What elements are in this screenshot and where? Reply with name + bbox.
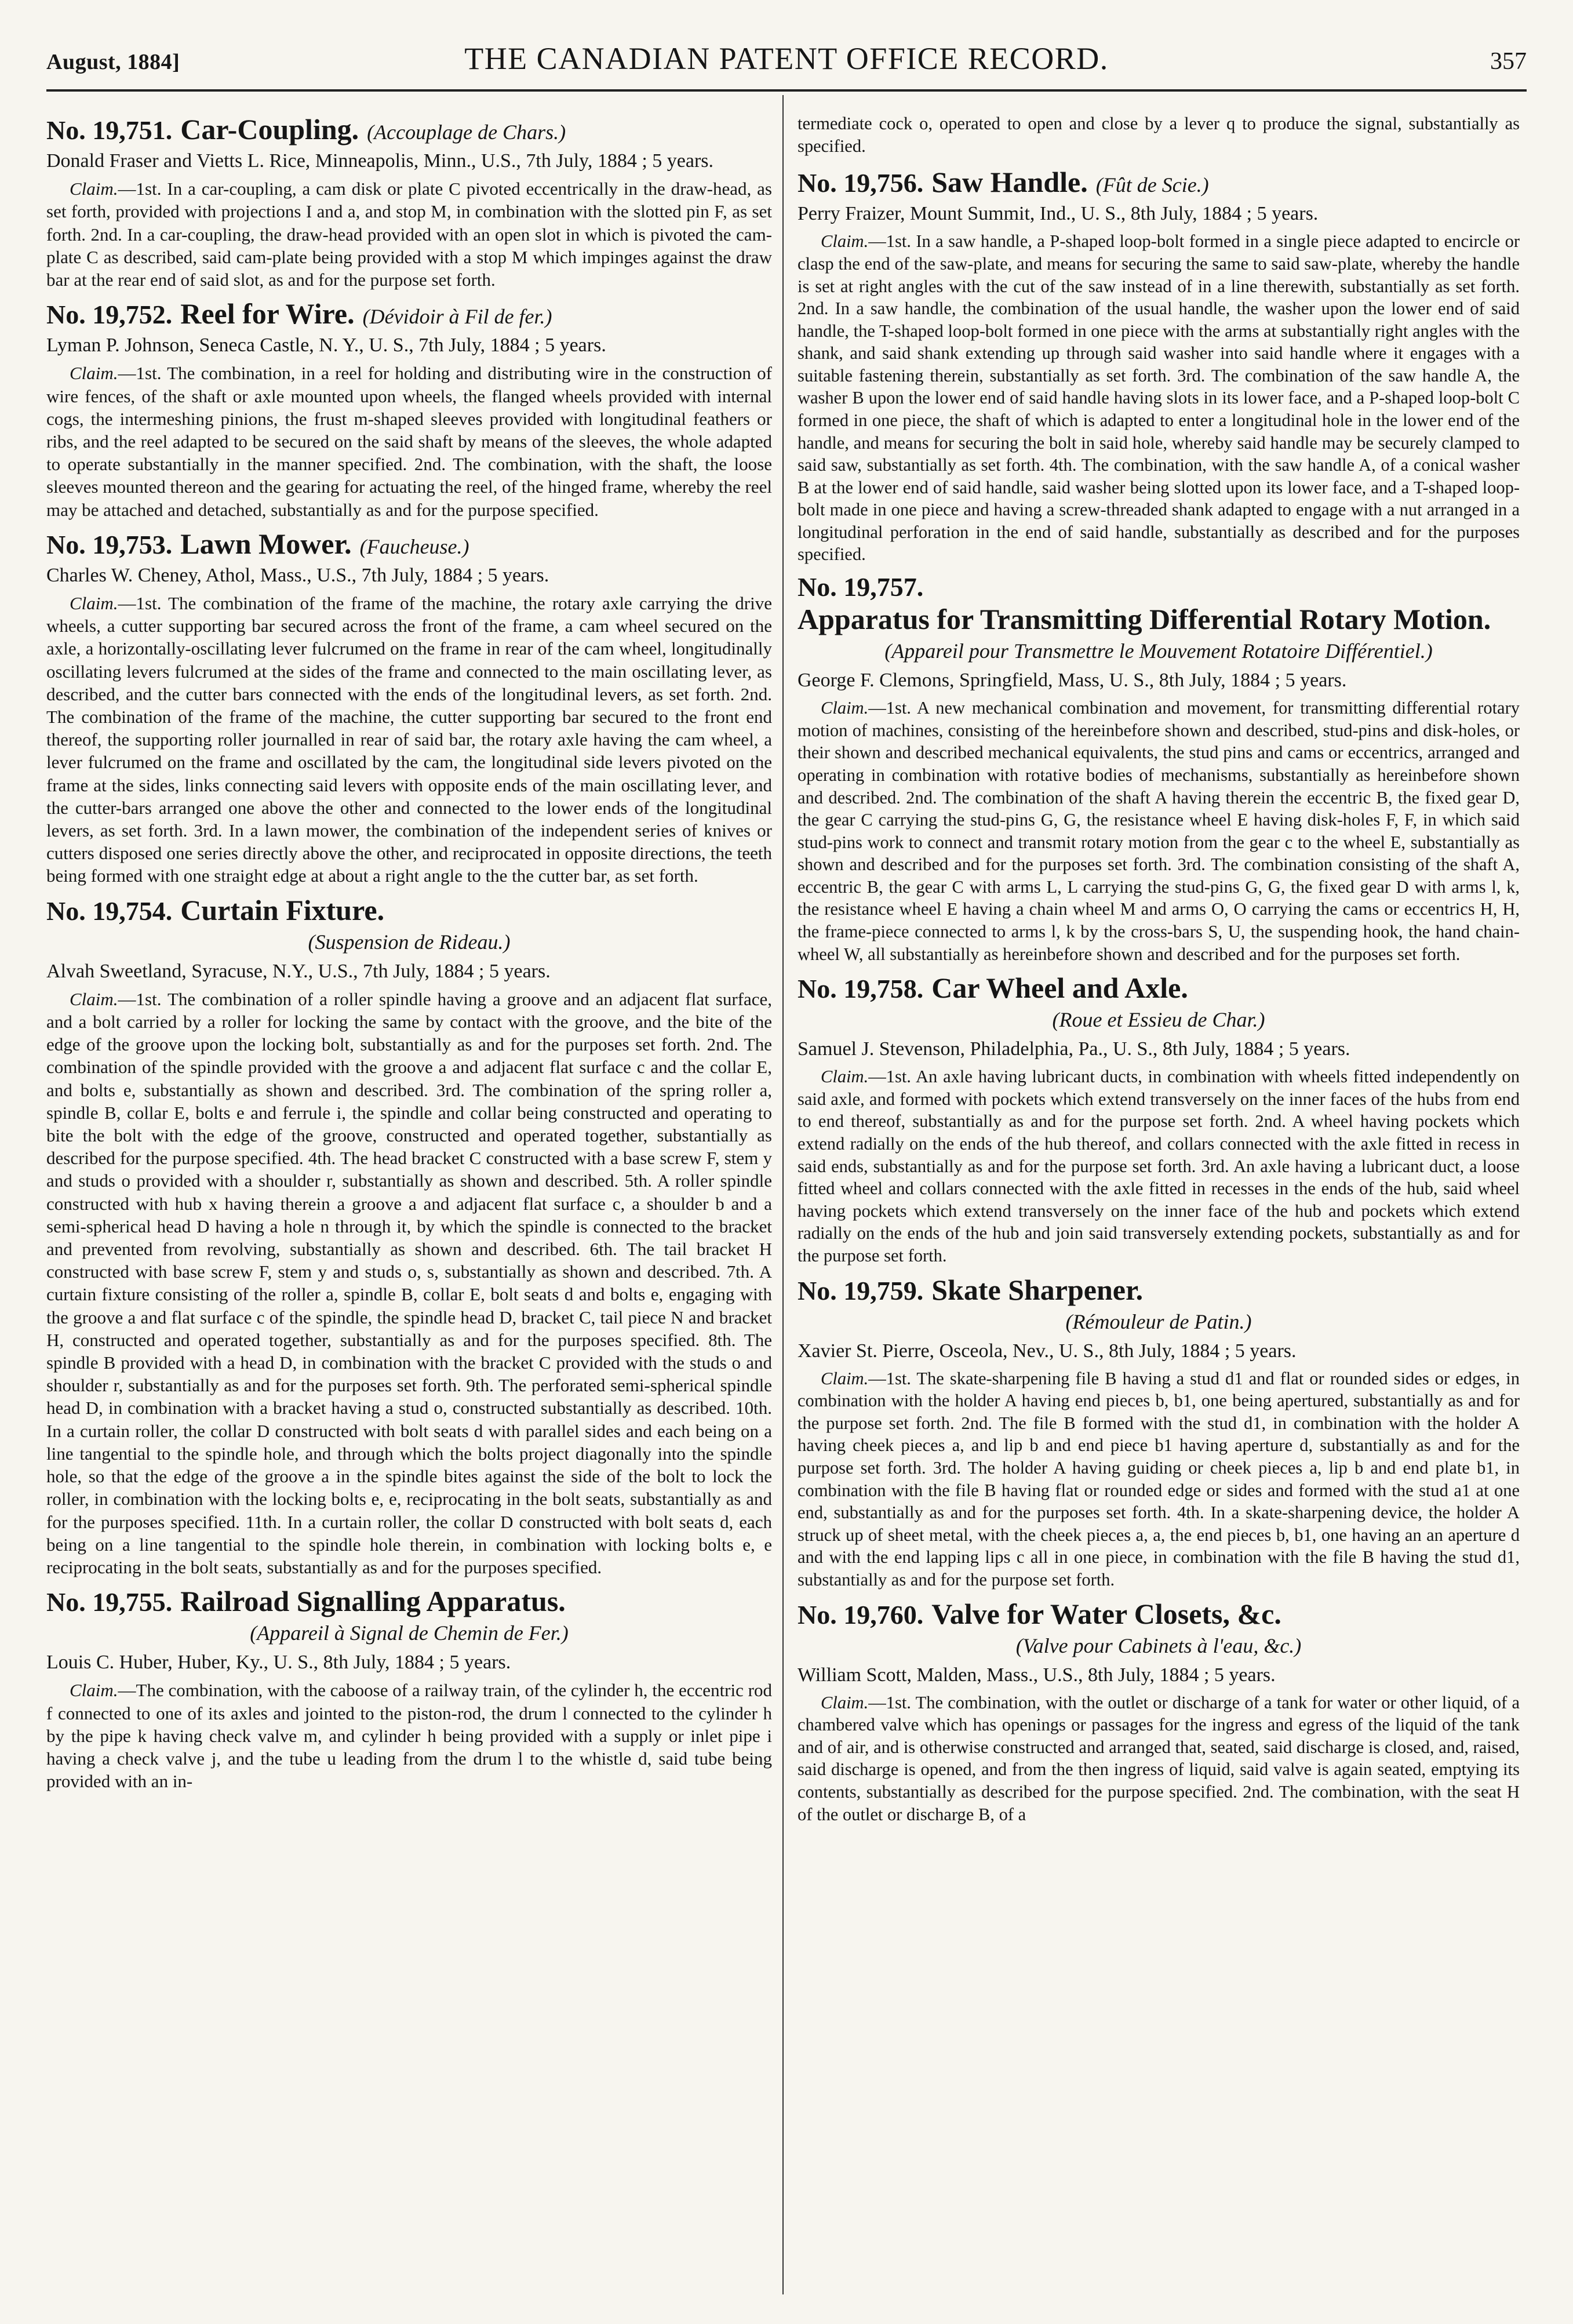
claim-body: —1st. The combination, with the outlet or discharge of a tank for water or other liquid, of a chambered valve which has openings or passages for the ingress and egress of the liquid of the tank and of air, and is otherwise constructed and arranged that, seated, said discharge is closed, and, raised, said discharge is opened, and from the then ingress of liquid, said valve is again seated, emptying its contents, substantially as described for the purpose specified. 2nd. The combination, with the seat H of the outlet or discharge B, of a bbox=[798, 1692, 1520, 1824]
claim-body: —1st. The combination of a roller spindle having a groove and an adjacent flat surface, and a bolt carried by a roller for locking the same by contact with the groove, and the bite of the edge of the groove upon the locking bolt, substantially as and for the purposes set forth. 2nd. The combination of the spindle provided with the groove a and adjacent flat surface c and the collar E, and bolts e, substantially as shown and described. 3rd. The combination of the spring roller a, spindle B, collar E, bolts e and ferrule i, the spindle and collar being constructed and operating to bite the bolt with the edge of the groove, constructed and operated together, substantially as described for the purpose specified. 4th. The head bracket C constructed with a base screw F, stem y and studs o provided with a shoulder r, substantially as shown and described. 5th. A roller spindle constructed with hub x having therein a groove a and adjacent flat surface c, a shoulder b and a semi-spherical head D having a hole n through it, by which the spindle is connected to the bracket and prevented from revolving, substantially as shown and described. 6th. The tail bracket H constructed with base screw F, stem y and studs o, s, substantially as shown and described. 7th. A curtain fixture consisting of the roller a, spindle B, collar E, bolt seats d and bolts e, engaging with the groove a and flat surface c of the spindle, the spindle head D, bracket C, tail piece N and bracket H, constructed and operated together, substantially as and for the purposes specified. 8th. The spindle B provided with a head D, in combination with the bracket C provided with the studs o and shoulder r, substantially as and for the purposes set forth. 9th. The perforated semi-spherical spindle head D, in combination with a bracket having a stud o, constructed substantially as described. 10th. In a curtain roller, the collar D constructed with bolt seats d with parallel sides and each being on a line tangential to the spindle hole, and through which the bolts project diagonally into the spindle hole, so that the edge of the groove a in the spindle bites against the side of the bolt to lock the roller, in combination with the locking bolts e, e, reciprocating in the bolt seats, substantially as and for the purposes specified. 11th. In a curtain roller, the collar D constructed with bolt seats d, each being on a line tangential to the spindle hole therein, in combination with locking bolts e, e reciprocating in the bolt seats, substantially as and for the purposes specified. bbox=[46, 988, 772, 1577]
claim-label: Claim. bbox=[821, 1692, 869, 1712]
patent-entry-19756 bbox=[798, 165, 1520, 566]
claim-text bbox=[46, 1679, 772, 1792]
claim-body: —1st. The combination of the frame of the machine, the rotary axle carrying the drive wheels, a cutter supporting bar secured across the front of the frame, a cam wheel secured on the axle, a horizontally-oscillating lever fulcrumed on the frame in rear of the cam wheel, longitudinally oscillating levers fulcrumed at the sides of the frame and connected to the main oscillating lever, as described, and the cutter bars connected with the ends of the longitudinal levers, as set forth. 2nd. The combination of the frame of the machine, the cutter supporting bar secured to the front end thereof, the supporting roller journalled in rear of said bar, the rotary axle having the cam wheel, a lever fulcrumed on the frame and oscillated by the cam, the longitudinal side levers pivoted on the frame at the sides, links connecting said levers with opposite ends of the main oscillating lever, and the cutter-bars arranged one above the other and connected to the lower ends of the longitudinal levers, as set forth. 3rd. In a lawn mower, the combination of the independent series of knives or cutters disposed one series directly above the other, and reciprocated in opposite directions, the teeth being formed with one straight edge at about a right angle to the the cutter bar, as set forth. bbox=[46, 593, 772, 886]
patent-number: No. 19,756. bbox=[798, 168, 924, 198]
patent-title: Lawn Mower. bbox=[180, 527, 352, 560]
patent-entry-19758 bbox=[798, 971, 1520, 1267]
patent-title: Railroad Signalling Apparatus. bbox=[180, 1585, 566, 1618]
inventor-line: Charles W. Cheney, Athol, Mass., U.S., 7th July, 1884 ; 5 years. bbox=[46, 564, 549, 586]
claim-text bbox=[798, 697, 1520, 965]
inventor-line: Lyman P. Johnson, Seneca Castle, N. Y., U. S., 7th July, 1884 ; 5 years. bbox=[46, 334, 606, 357]
patent-number: No. 19,755. bbox=[46, 1587, 173, 1617]
claim-body: —1st. In a saw handle, a P-shaped loop-bolt formed in a single piece adapted to encircle or clasp the end of the saw-plate, and means for securing the same to said saw-plate, whereby the handle is set at right angles with the cut of the saw instead of in a line therewith, substantially as set forth. 2nd. In a saw handle, the combination of the usual handle, the washer upon the lower end of said handle, the T-shaped loop-bolt formed in one piece with the arms at substantially right angles with the shank, and said shank extending up through said washer into said handle where it engages with a suitable fastening therein, substantially as set forth. 3rd. The combination of the saw handle A, the washer B upon the lower end of said handle having slots in its lower face, and a P-shaped loop-bolt C formed in one piece, the shaft of which is adapted to enter a longitudinal hole in the lower end of the handle, and means for securing the bolt in said hole, whereby said handle may be securely clamped to said saw, substantially as set forth. 4th. The combination, with the saw handle A, of a conical washer B at the lower end of said handle, said washer being slotted upon its lower face, and a T-shaped loop-bolt made in one piece and having a screw-threaded shank adapted to engage with a nut arranged in a longitudinal perforation in the end of said handle, substantially as described and for the purposes specified. bbox=[798, 231, 1520, 565]
claim-text bbox=[46, 988, 772, 1579]
header-date: August, 1884] bbox=[46, 50, 180, 74]
french-title: (Fût de Scie.) bbox=[1095, 173, 1209, 197]
french-title: (Appareil à Signal de Chemin de Fer.) bbox=[250, 1621, 569, 1645]
patent-number: No. 19,759. bbox=[798, 1275, 924, 1305]
patent-entry-19753 bbox=[46, 527, 772, 888]
inventor-line: Samuel J. Stevenson, Philadelphia, Pa., U. S., 8th July, 1884 ; 5 years. bbox=[798, 1038, 1350, 1060]
claim-text bbox=[798, 1368, 1520, 1591]
inventor-line: Donald Fraser and Vietts L. Rice, Minneapolis, Minn., U.S., 7th July, 1884 ; 5 years. bbox=[46, 150, 714, 172]
patent-number: No. 19,757. bbox=[798, 572, 924, 602]
claim-label: Claim. bbox=[70, 988, 118, 1009]
claim-label: Claim. bbox=[821, 1067, 869, 1087]
inventor-line: Alvah Sweetland, Syracuse, N.Y., U.S., 7th July, 1884 ; 5 years. bbox=[46, 960, 551, 982]
patent-entry-19755 bbox=[46, 1584, 772, 1792]
patent-number: No. 19,754. bbox=[46, 896, 173, 926]
inventor-line: Perry Fraizer, Mount Summit, Ind., U. S., 8th July, 1884 ; 5 years. bbox=[798, 203, 1319, 225]
patent-entry-19760 bbox=[798, 1597, 1520, 1826]
patent-title: Reel for Wire. bbox=[180, 297, 355, 330]
claim-body: —1st. In a car-coupling, a cam disk or plate C pivoted eccentrically in the draw-head, as set forth, provided with projections I and a, and stop M, in combination with the slotted pin F, as set forth. 2nd. In a car-coupling, the draw-head provided with an open slot in which is pivoted the cam-plate C as described, said cam-plate being provided with a stop M which impinges against the draw bar at the rear end of said slot, as and for the purpose set forth. bbox=[46, 179, 772, 290]
claim-body: —The combination, with the caboose of a railway train, of the cylinder h, the eccentric rod f connected to one of its axles and jointed to the piston-rod, the drum l connected to the cylinder h by the pipe k having check valve m, and cylinder h being provided with a supply or inlet pipe i having a check valve j, and the tube u leading from the drum l to the whistle d, said tube being provided with an in- bbox=[46, 1680, 772, 1792]
patent-title: Skate Sharpener. bbox=[931, 1273, 1144, 1306]
right-column bbox=[784, 92, 1520, 2294]
two-column-body bbox=[46, 92, 1527, 2294]
claim-label: Claim. bbox=[70, 1680, 118, 1701]
french-title: (Appareil pour Transmettre le Mouvement Rotatoire Différentiel.) bbox=[884, 639, 1433, 663]
patent-title: Apparatus for Transmitting Differential Rotary Motion. bbox=[798, 603, 1491, 636]
claim-text bbox=[46, 362, 772, 521]
inventor-line: George F. Clemons, Springfield, Mass, U. S., 8th July, 1884 ; 5 years. bbox=[798, 670, 1347, 692]
patent-entry-19759 bbox=[798, 1273, 1520, 1591]
french-title: (Valve pour Cabinets à l'eau, &c.) bbox=[1015, 1634, 1302, 1657]
left-column bbox=[46, 92, 782, 2294]
french-title: (Suspension de Rideau.) bbox=[308, 930, 511, 954]
claim-text bbox=[46, 177, 772, 291]
claim-label: Claim. bbox=[821, 231, 869, 252]
continued-claim-text: termediate cock o, operated to open and close by a lever q to produce the signal, substantially as specified. bbox=[798, 114, 1520, 156]
claim-label: Claim. bbox=[70, 363, 118, 384]
french-title: (Accouplage de Chars.) bbox=[367, 121, 566, 144]
inventor-line: William Scott, Malden, Mass., U.S., 8th July, 1884 ; 5 years. bbox=[798, 1664, 1276, 1686]
inventor-line: Louis C. Huber, Huber, Ky., U. S., 8th July, 1884 ; 5 years. bbox=[46, 1652, 511, 1674]
claim-body: —1st. A new mechanical combination and movement, for transmitting differential rotary motion of machines, consisting of the hereinbefore shown and described, stud-pins and disk-holes, or their shown and described mechanical equivalents, the stud pins and cams or eccentrics, arranged and operating in combination with rotative bodies of mechanisms, substantially as hereinbefore shown and described. 2nd. The combination of the shaft A having therein the eccentric B, the fixed gear D, the gear C carrying the stud-pins G, G, the resistance wheel E having disk-holes F, F, in which said stud-pins work to connect and transmit rotary motion from the gear c to the wheel E, substantially as shown and described and for the purposes set forth. 3rd. The combination consisting of the shaft A, eccentric B, the gear C with arms L, L carrying the stud-pins G, G, the fixed gear D with arms l, k, the resistance wheel E having a chain wheel M and arms O, O carrying the cams or eccentrics H, H, the frame-piece connected to arms l, k by the cross-bars S, U, the suspending hook, the hand chain-wheel W, all substantially as hereinbefore shown and described and for the purposes set forth. bbox=[798, 698, 1520, 964]
publication-title: THE CANADIAN PATENT OFFICE RECORD. bbox=[464, 41, 1109, 76]
claim-label: Claim. bbox=[821, 698, 869, 718]
claim-label: Claim. bbox=[70, 593, 118, 613]
claim-text bbox=[46, 592, 772, 888]
claim-body: —1st. The combination, in a reel for holding and distributing wire in the construction of wire fences, of the shaft or axle mounted upon wheels, the flanged wheels provided with internal cogs, the intermeshing pinions, the frust m-shaped sleeves provided with longitudinal feathers or ribs, and the reel adapted to be secured on the said shaft by means of the sleeves, the whole adapted to operate substantially in the manner specified. 2nd. The combination, with the shaft, the loose sleeves mounted thereon and the gearing for actuating the reel, of the hinged frame, whereby the reel may be attached and detached, substantially as and for the purpose specified. bbox=[46, 363, 772, 520]
french-title: (Roue et Essieu de Char.) bbox=[1052, 1008, 1265, 1032]
patent-number: No. 19,760. bbox=[798, 1599, 924, 1630]
claim-label: Claim. bbox=[70, 179, 118, 199]
patent-entry-19751 bbox=[46, 112, 772, 291]
patent-title: Car Wheel and Axle. bbox=[931, 972, 1188, 1005]
patent-title: Valve for Water Closets, &c. bbox=[931, 1597, 1281, 1630]
claim-text bbox=[798, 1692, 1520, 1825]
running-header bbox=[46, 41, 1527, 85]
claim-body: —1st. The skate-sharpening file B having a stud d1 and flat or rounded sides or edges, in combination with the holder A having end pieces b, b1, one being apertured, substantially as and for the purpose set forth. 2nd. The file B formed with the stud d1, in combination with the holder A having cheek pieces a, and lip b and end piece b1 having aperture d, substantially as and for the purpose set forth. 3rd. The holder A having guiding or cheek pieces a, lip b and end plate b1, in combination with the file B having flat or rounded edge or sides and formed with the stud a1 at one end, substantially as and for the purposes set forth. 4th. In a skate-sharpening device, the holder A struck up of sheet metal, with the cheek pieces a, a, the end pieces b, b1, one having an an aperture d and with the end lapping lips c all in one piece, in combination with the file B having the stud d1, substantially as and for the purpose set forth. bbox=[798, 1368, 1520, 1590]
patent-number: No. 19,758. bbox=[798, 974, 924, 1004]
patent-title: Saw Handle. bbox=[931, 166, 1088, 199]
claim-label: Claim. bbox=[821, 1368, 869, 1388]
claim-text bbox=[798, 230, 1520, 566]
patent-entry-19752 bbox=[46, 297, 772, 521]
patent-number: No. 19,751. bbox=[46, 115, 173, 145]
inventor-line: Xavier St. Pierre, Osceola, Nev., U. S., 8th July, 1884 ; 5 years. bbox=[798, 1340, 1297, 1362]
claim-text bbox=[798, 1065, 1520, 1267]
french-title: (Rémouleur de Patin.) bbox=[1065, 1310, 1252, 1333]
patent-title: Curtain Fixture. bbox=[180, 893, 385, 926]
claim-body: —1st. An axle having lubricant ducts, in combination with wheels fitted independently on said axle, and formed with pockets which extend transversely on the inner faces of the hubs from end to end thereof, substantially as and for the purpose set forth. 2nd. A wheel having pockets which extend radially on the ends of the hub thereof, and collars connected with the axle fitted in recess in said ends, substantially as and for the purpose set forth. 3rd. An axle having a lubricant duct, a loose fitted wheel and collars connected with the axle fitted in recesses in the ends of the hub, said wheel having pockets which extend transversely on the inner face of the hub and pockets which extend radially on the ends of the hub and join said transversely extending pockets, substantially as and for the purpose set forth. bbox=[798, 1067, 1520, 1265]
page-number: 357 bbox=[1490, 48, 1527, 75]
french-title: (Dévidoir à Fil de fer.) bbox=[362, 305, 552, 329]
patent-entry-19754 bbox=[46, 893, 772, 1579]
patent-number: No. 19,752. bbox=[46, 300, 173, 330]
patent-title: Car-Coupling. bbox=[180, 113, 359, 146]
patent-number: No. 19,753. bbox=[46, 529, 173, 559]
patent-entry-19757 bbox=[798, 572, 1520, 965]
french-title: (Faucheuse.) bbox=[359, 534, 469, 558]
